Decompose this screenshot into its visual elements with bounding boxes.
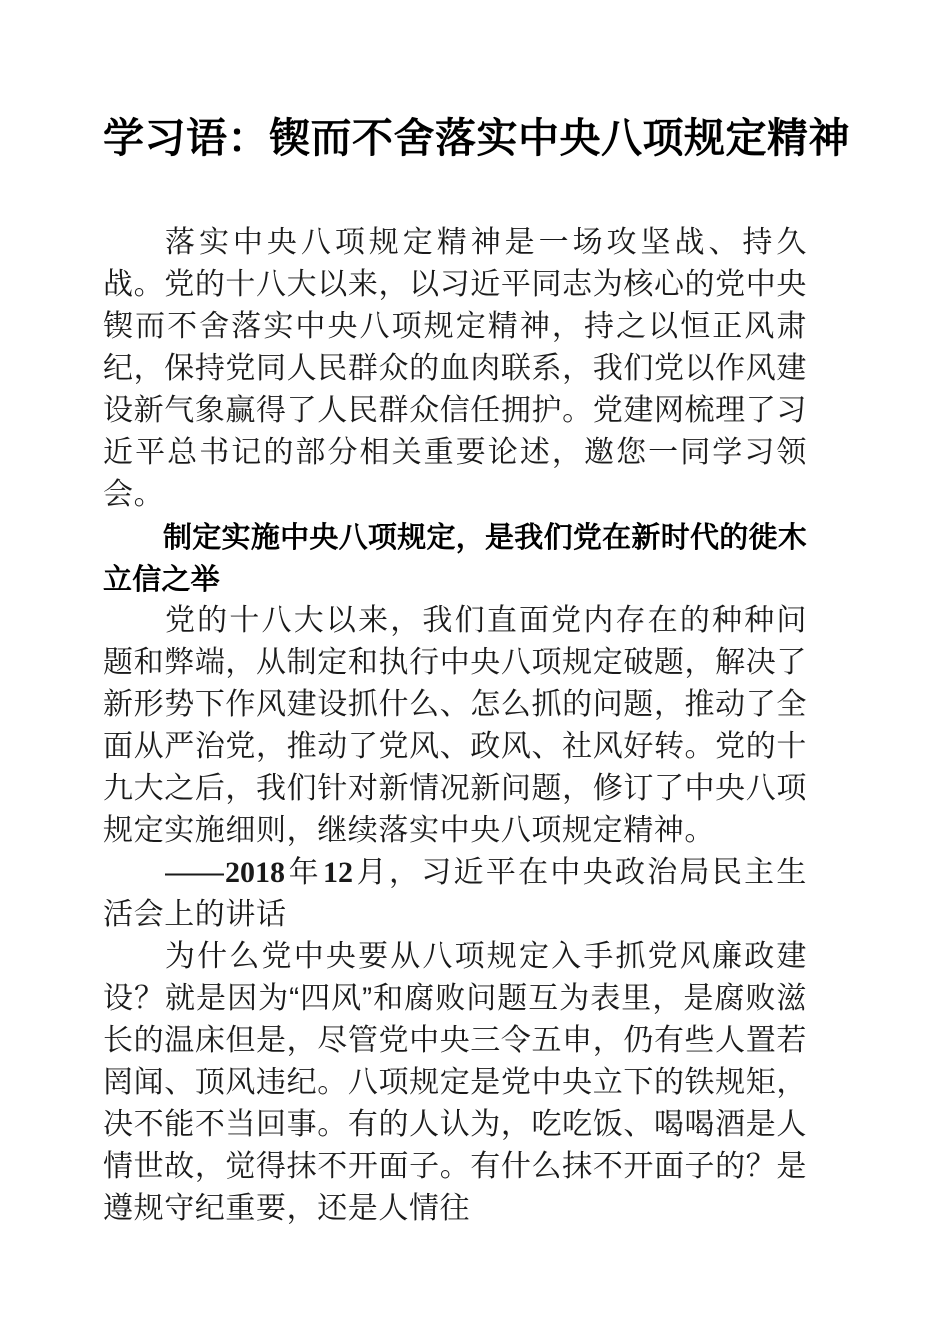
citation-year: 2018 (225, 856, 285, 889)
document-body (103, 222, 807, 1230)
intro-paragraph: 落实中央八项规定精神是一场攻坚战、持久战。党的十八大以来，以习近平同志为核心的党中央锲而不舍落实中央八项规定精神，持之以恒正风肃纪，保持党同人民群众的血肉联系，我们党以作风建设新气象赢得了人民群众信任拥护。党建网梳理了习近平总书记的部分相关重要论述，邀您一同学习领会。 (103, 226, 807, 511)
citation-month-unit: 月 (354, 856, 389, 889)
section-heading-1: 制定实施中央八项规定，是我们党在新时代的徙木立信之举 (103, 520, 807, 596)
citation-month: 12 (322, 856, 353, 889)
quote-paragraph-2: 为什么党中央要从八项规定入手抓党风廉政建设？就是因为“四风”和腐败问题互为表里，是腐败滋长的温床但是，尽管党中央三令五申，仍有些人置若罔闻、顶风违纪。八项规定是党中央立下的铁规矩，决不能不当回事。有的人认为，吃吃饭、喝喝酒是人情世故，觉得抹不开面子。有什么抹不开面子的？是遵规守纪重要，还是人情往 (103, 940, 807, 1225)
citation-dash: —— (165, 856, 223, 889)
citation-year-unit: 年 (287, 856, 321, 889)
citation-rest: ，习近平在中央政治局民主生活会上的讲话 (103, 856, 807, 931)
citation-1 (103, 852, 807, 936)
quote-paragraph-1: 党的十八大以来，我们直面党内存在的种种问题和弊端，从制定和执行中央八项规定破题，解决了新形势下作风建设抓什么、怎么抓的问题，推动了全面从严治党，推动了党风、政风、社风好转。党的十九大之后，我们针对新情况新问题，修订了中央八项规定实施细则，继续落实中央八项规定精神。 (103, 604, 807, 847)
page-title: 学习语：锲而不舍落实中央八项规定精神 (103, 115, 850, 161)
